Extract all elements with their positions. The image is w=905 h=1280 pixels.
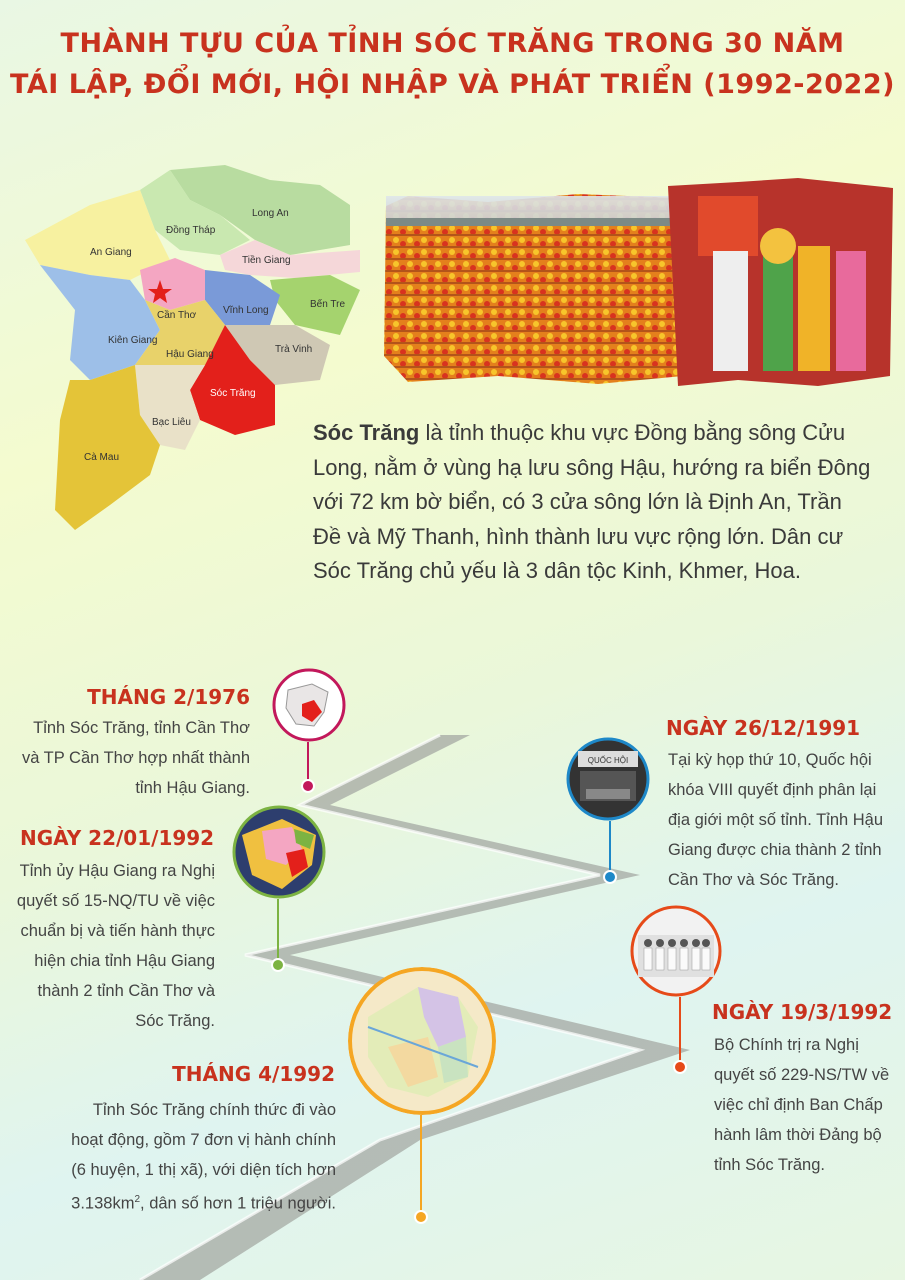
- event-mar-1992-date: NGÀY 19/3/1992: [712, 1000, 893, 1024]
- event-1991-text: Tại kỳ họp thứ 10, Quốc hội khóa VIII quyết định phân lại địa giới một số tỉnh. Tỉnh Hậu Giang được chia thành 2 tỉnh Cần Thơ và Sóc Trăng.: [668, 751, 884, 889]
- event-1976-text: Tỉnh Sóc Trăng, tỉnh Cần Thơ và TP Cần Thơ hợp nhất thành tỉnh Hậu Giang.: [21, 719, 250, 797]
- page-title: [0, 28, 905, 100]
- map-label-dong-thap: Đồng Tháp: [166, 225, 216, 236]
- event-1976-map-thumbnail: [272, 668, 346, 742]
- intro-province-name: Sóc Trăng: [313, 420, 420, 445]
- event-mar-1992-text: Bộ Chính trị ra Nghị quyết số 229-NS/TW về việc chỉ định Ban Chấp hành lâm thời Đảng bộ tỉnh Sóc Trăng.: [714, 1036, 890, 1174]
- map-label-vinh-long: Vĩnh Long: [223, 305, 269, 316]
- event-1991-pin: [603, 870, 617, 884]
- event-apr-1992-map-thumbnail: [348, 967, 496, 1115]
- event-1976-stem: [307, 742, 309, 782]
- event-mar-1992-group-photo-thumbnail: [630, 905, 722, 997]
- lion-dance-figure: [698, 196, 758, 256]
- parade-person: [713, 251, 748, 371]
- map-label-tra-vinh: Trà Vinh: [275, 344, 313, 355]
- event-apr-1992-text: [70, 1095, 336, 1219]
- event-jan-1992-pin: [271, 958, 285, 972]
- event-jan-1992-text: Tỉnh ủy Hậu Giang ra Nghị quyết số 15-NQ/TU về việc chuẩn bị và tiến hành thực hiện chia tỉnh Hậu Giang thành 2 tỉnh Cần Thơ và Sóc Trăng.: [16, 862, 215, 1030]
- parade-person-green: [763, 256, 793, 371]
- festival-photo-collage: [378, 176, 898, 396]
- event-jan-1992-stem: [277, 899, 279, 961]
- map-label-ca-mau: Cà Mau: [84, 452, 120, 463]
- parade-person-yellow: [798, 246, 830, 371]
- map-label-bac-lieu: Bạc Liêu: [152, 417, 191, 428]
- event-mar-1992-stem: [679, 997, 681, 1063]
- event-apr-1992-date: THÁNG 4/1992: [172, 1062, 335, 1086]
- event-jan-1992-map-thumbnail: [232, 805, 326, 899]
- event-apr-1992-pin: [414, 1210, 428, 1224]
- map-label-can-tho: Cần Thơ: [157, 310, 197, 321]
- event-apr-1992-stem: [420, 1115, 422, 1213]
- map-label-ben-tre: Bến Tre: [310, 299, 346, 310]
- event-apr-1992-text-end: , dân số hơn 1 triệu người.: [140, 1194, 336, 1213]
- assembly-banner-text: QUỐC HỘI: [587, 756, 629, 765]
- title-line-2: TÁI LẬP, ĐỔI MỚI, HỘI NHẬP VÀ PHÁT TRIỂN (1992-2022): [10, 69, 895, 100]
- map-label-soc-trang: Sóc Trăng: [210, 388, 256, 399]
- event-1976-date: THÁNG 2/1976: [87, 685, 250, 709]
- event-1976-pin: [301, 779, 315, 793]
- map-label-hau-giang: Hậu Giang: [166, 349, 214, 360]
- intro-paragraph: [313, 416, 873, 589]
- event-apr-1992-text-main: Tỉnh Sóc Trăng chính thức đi vào hoạt động, gồm 7 đơn vị hành chính (6 huyện, 1 thị xã), với diện tích hơn 3.138km: [71, 1101, 336, 1213]
- map-label-an-giang: An Giang: [90, 247, 132, 258]
- photo-shoreline: [386, 218, 682, 226]
- conical-hat: [760, 228, 796, 264]
- event-mar-1992-pin: [673, 1060, 687, 1074]
- map-label-long-an: Long An: [252, 208, 289, 219]
- title-line-1: THÀNH TỰU CỦA TỈNH SÓC TRĂNG TRONG 30 NĂM: [60, 28, 845, 59]
- event-1991-date: NGÀY 26/12/1991: [666, 716, 861, 740]
- event-1991-stem: [609, 821, 611, 873]
- event-1991-assembly-thumbnail: [566, 737, 650, 821]
- parade-person-pink: [836, 251, 866, 371]
- event-jan-1992-date: NGÀY 22/01/1992: [20, 826, 215, 850]
- area-unit-superscript: 2: [134, 1194, 141, 1205]
- intro-text: là tỉnh thuộc khu vực Đồng bằng sông Cửu Long, nằm ở vùng hạ lưu sông Hậu, hướng ra biển Đông với 72 km bờ biển, có 3 cửa sông lớn là Định An, Trần Đề và Mỹ Thanh, hình thành lưu vực rộng lớn. Dân cư Sóc Trăng chủ yếu là 3 dân tộc Kinh, Khmer, Hoa.: [313, 420, 871, 583]
- map-label-kien-giang: Kiên Giang: [108, 335, 158, 346]
- map-label-tien-giang: Tiền Giang: [242, 255, 291, 266]
